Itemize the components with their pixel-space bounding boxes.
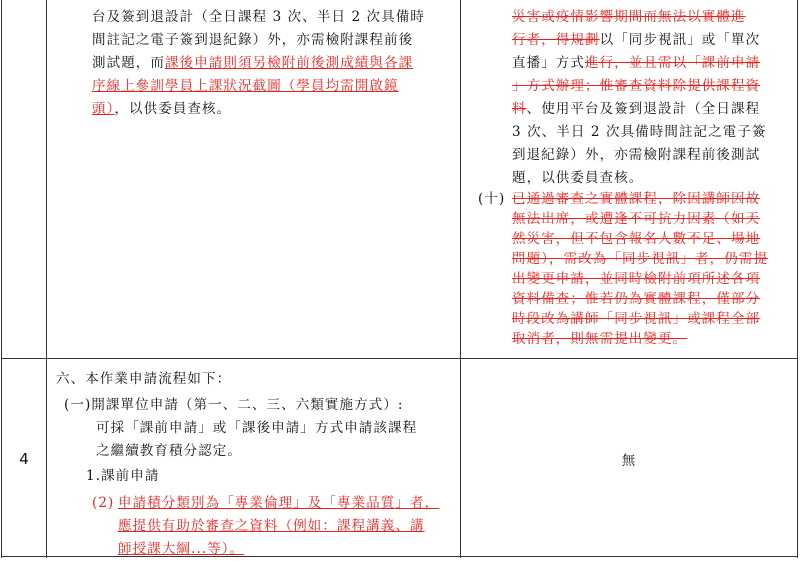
none-value: 無 bbox=[621, 453, 637, 469]
text-run: 、使用平台及簽到退設計（全日課程 bbox=[526, 101, 761, 117]
text-line bbox=[512, 29, 760, 52]
text-run: 測試題，而 bbox=[92, 55, 165, 71]
section-heading: 六、本作業申請流程如下： bbox=[56, 371, 232, 387]
deleted-text: 時段改為講師「同步視訊」或課程全部 bbox=[512, 311, 761, 327]
deleted-text: 行者，得規劃 bbox=[512, 32, 600, 48]
text-line: 到退紀錄）外，亦需檢附課程前後測試 bbox=[512, 147, 761, 163]
text-run: 直播」方式 bbox=[512, 55, 585, 71]
item-label: (十) bbox=[478, 191, 506, 207]
text-line bbox=[512, 98, 760, 121]
sub-item-label: (2) bbox=[92, 495, 115, 511]
deleted-text: 問題），需改為「同步視訊」者，仍需提 bbox=[512, 251, 769, 267]
row2-right-cell bbox=[461, 450, 797, 473]
text-line bbox=[92, 98, 231, 121]
item-line: (一)開課單位申請（第一、二、三、六類實施方式）: bbox=[64, 397, 404, 413]
text-line: 題，以供委員查核。 bbox=[512, 170, 644, 186]
added-text: 應提供有助於審查之資料（例如：課程講義、講 bbox=[118, 518, 425, 534]
added-text: 申請積分類別為「專業倫理」及「專業品質」者， bbox=[118, 495, 440, 511]
text-line: 間註記之電子簽到退紀錄）外，亦需檢附課程前後 bbox=[92, 32, 414, 48]
deleted-text: 然災害，但不包含報名人數不足、場地 bbox=[512, 231, 761, 247]
deleted-text: 災害或疫情影響期間而無法以實體進 bbox=[512, 9, 746, 25]
column-divider-1 bbox=[46, 0, 47, 558]
text-line bbox=[92, 52, 413, 75]
deleted-text: 已通過審查之實體課程，除因講師因故 bbox=[512, 191, 761, 207]
table-border-right bbox=[797, 0, 798, 558]
row-divider bbox=[1, 358, 798, 359]
deleted-text: 無法出席，或遭逢不可抗力因素（如天 bbox=[512, 211, 761, 227]
deleted-text: 料 bbox=[512, 101, 527, 117]
text-run: 以「同步視訊」或「單次 bbox=[599, 32, 761, 48]
deleted-text: 進行，並且需以「課前申請 bbox=[585, 55, 761, 71]
deleted-text: 」方式辦理；惟審查資料除提供課程資 bbox=[512, 78, 761, 94]
added-text: 頭） bbox=[92, 101, 115, 117]
text-run: ，以供委員查核。 bbox=[114, 101, 232, 117]
added-text: 序線上參訓學員上課狀況截圖（學員均需開啟鏡 bbox=[92, 78, 399, 94]
row-number: 4 bbox=[19, 450, 29, 468]
deleted-text: 出變更申請，並同時檢附前項所述各項 bbox=[512, 271, 761, 287]
table-border-left bbox=[1, 0, 2, 558]
item-line: 可採「課前申請」或「課後申請」方式申請該課程 bbox=[96, 420, 418, 436]
text-line bbox=[512, 52, 760, 75]
added-text: 師授課大綱...等）。 bbox=[118, 541, 245, 557]
deleted-text: 取消者，則無需提出變更。 bbox=[512, 331, 688, 347]
added-text: 課後申請則須另檢附前後測成績與各課 bbox=[165, 55, 414, 71]
item-line: 之繼續教育積分認定。 bbox=[96, 443, 242, 459]
text-line: 3 次、半日 2 次具備時間註記之電子簽 bbox=[512, 124, 767, 140]
text-line: 台及簽到退設計（全日課程 3 次、半日 2 次具備時 bbox=[92, 9, 425, 25]
column-divider-2 bbox=[460, 0, 461, 558]
sub-item: 1.課前申請 bbox=[86, 468, 160, 484]
deleted-text: 資料備查；惟若仍為實體課程，僅部分 bbox=[512, 291, 761, 307]
